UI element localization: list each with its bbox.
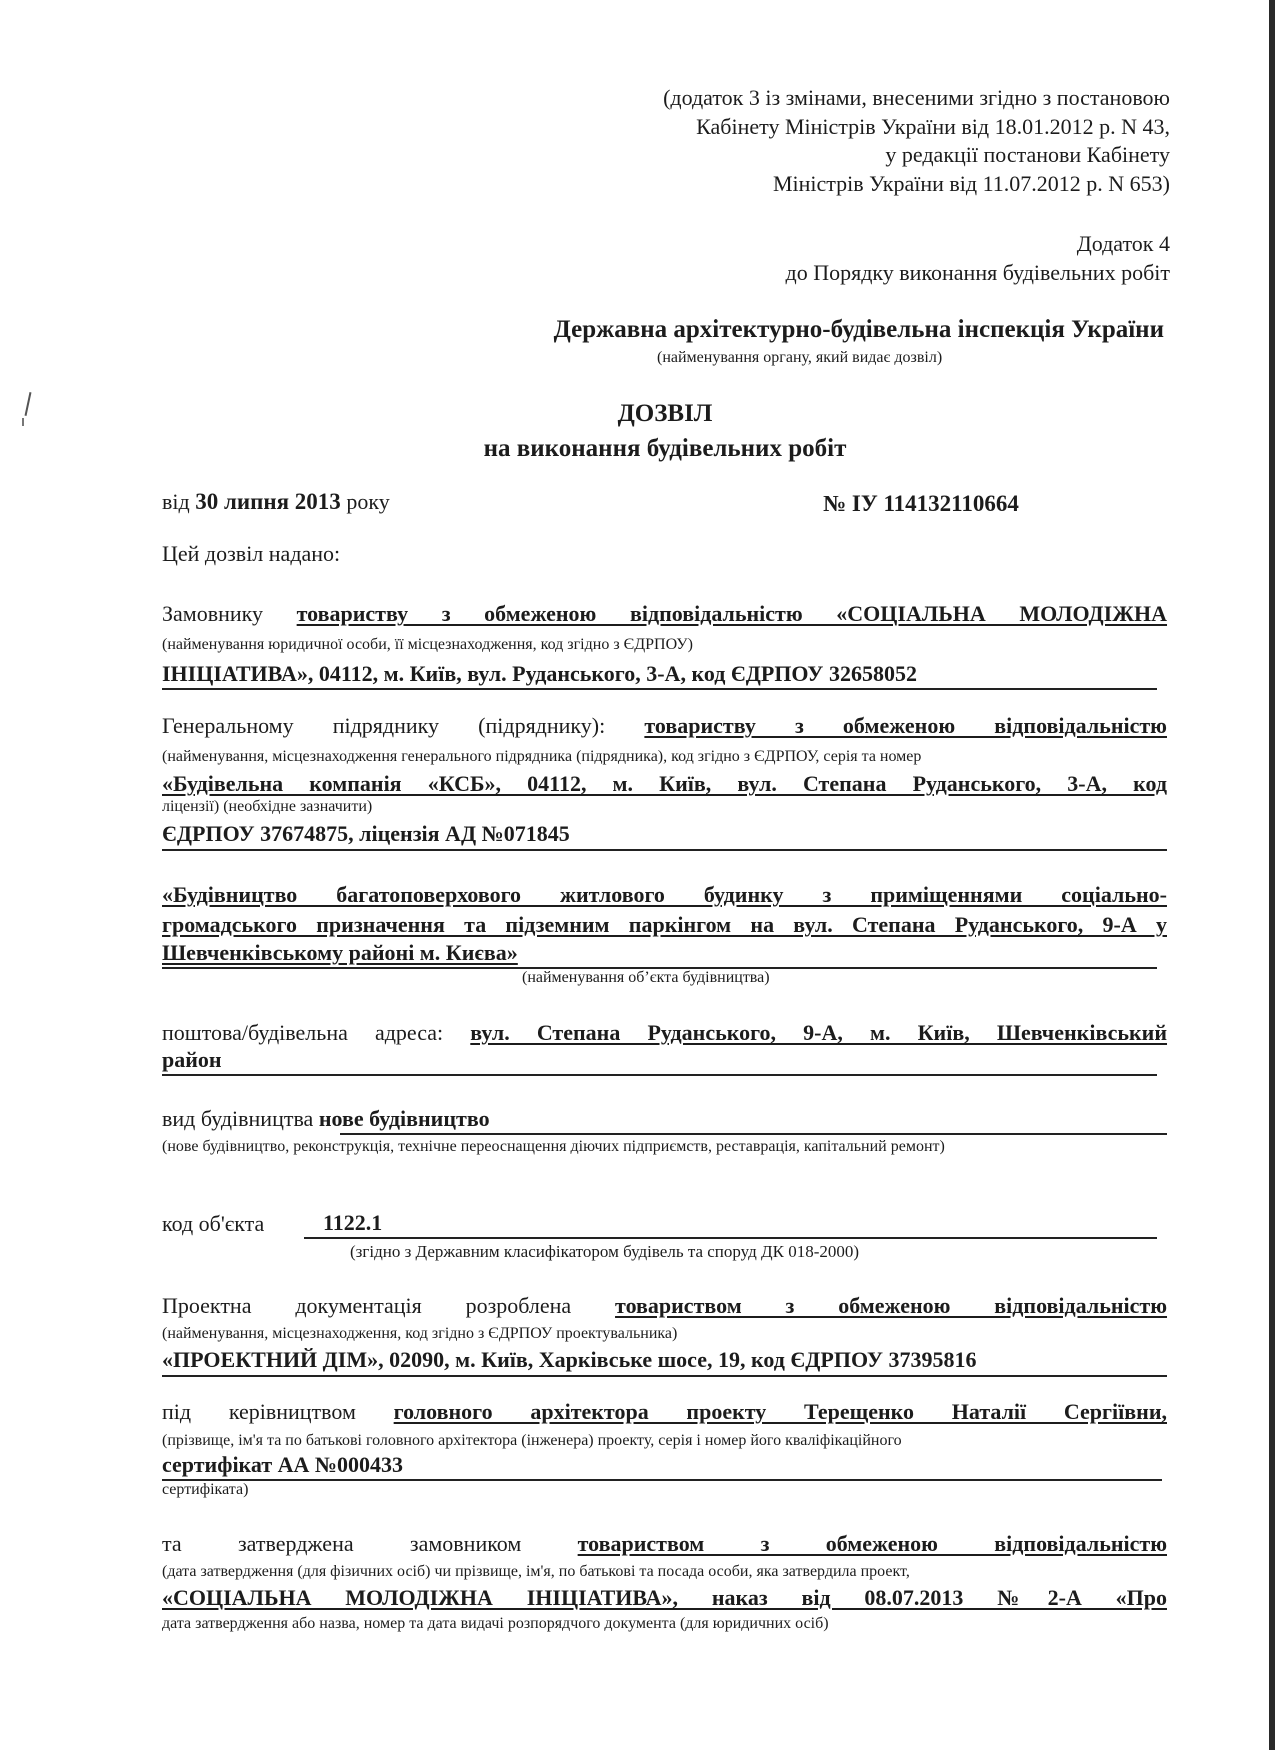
approval-caption-document: дата затвердження або назва, номер та дата видачі розпорядчого документа (для юридичних осіб) — [162, 1615, 829, 1632]
address-label: поштова/будівельна адреса: — [162, 1020, 444, 1045]
object-code-caption: (згідно з Державним класифікатором будівель та споруд ДК 018-2000) — [350, 1242, 860, 1261]
object-name: громадського призначення та підземним паркінгом на вул. Степана Руданського, 9-А у — [162, 912, 1167, 937]
underline — [340, 1133, 1167, 1135]
approval-value: товариством з обмеженою відповідальністю — [577, 1531, 1167, 1556]
underline — [162, 688, 1157, 690]
addendum-line: до Порядку виконання будівельних робіт — [785, 260, 1170, 285]
underline — [162, 849, 1167, 851]
design-line — [162, 1293, 1167, 1319]
supervision-line — [162, 1399, 1167, 1425]
date-prefix: від — [162, 489, 190, 514]
addendum-line: Додаток 4 — [1076, 231, 1170, 256]
address-value-continued: район — [162, 1047, 222, 1072]
document-title: ДОЗВІЛ — [617, 400, 713, 427]
issue-date — [162, 489, 390, 515]
header-note-line: (додаток 3 із змінами, внесеними згідно з постановою — [663, 85, 1170, 110]
issuer-name: Державна архітектурно-будівельна інспекція України — [553, 316, 1164, 343]
customer-label: Замовнику — [162, 601, 264, 626]
address-line — [162, 1020, 1167, 1046]
contractor-caption-license: ліцензії) (необхідне зазначити) — [162, 798, 373, 815]
header-note-line: Міністрів України від 11.07.2012 р. N 653) — [772, 170, 1170, 196]
permit-number: № ІУ 114132110664 — [823, 491, 1019, 516]
approval-value-continued: «СОЦІАЛЬНА МОЛОДІЖНА ІНІЦІАТИВА», наказ від 08.07.2013 №2-А «Про — [162, 1585, 1167, 1610]
construction-type-value: нове будівництво — [318, 1106, 490, 1131]
supervision-certificate: сертифікат АА №000433 — [162, 1452, 404, 1477]
object-name: Шевченківському районі м. Києва» — [162, 940, 518, 965]
scan-edge — [1269, 0, 1275, 1750]
customer-value: товариству з обмеженою відповідальністю «СОЦІАЛЬНА МОЛОДІЖНА — [296, 601, 1168, 626]
contractor-license: ЄДРПОУ 37674875, ліцензія АД №071845 — [162, 821, 570, 846]
customer-caption: (найменування юридичної особи, її місцезнаходження, код згідно з ЄДРПОУ) — [162, 636, 693, 653]
object-name: «Будівництво багатоповерхового житлового будинку з приміщеннями соціально- — [162, 882, 1167, 907]
document-subtitle: на виконання будівельних робіт — [483, 435, 847, 462]
contractor-value-continued: «Будівельна компанія «КСБ», 04112, м. Київ, вул. Степана Руданського, 3-А, код — [162, 771, 1167, 796]
customer-value-continued: ІНІЦІАТИВА», 04112, м. Київ, вул. Руданського, 3-А, код ЄДРПОУ 32658052 — [162, 661, 917, 686]
supervision-label: під керівництвом — [162, 1399, 356, 1424]
design-caption: (найменування, місцезнаходження, код згідно з ЄДРПОУ проектувальника) — [162, 1325, 678, 1342]
customer-line — [162, 601, 1167, 627]
issuer-caption: (найменування органу, який видає дозвіл) — [657, 349, 943, 366]
contractor-caption: (найменування, місцезнаходження генерального підрядника (підрядника), код згідно з ЄДРПОУ, серія та номер — [162, 748, 922, 765]
construction-type-label: вид будівництва — [162, 1106, 314, 1131]
construction-type-line — [162, 1106, 1167, 1132]
contractor-value: товариству з обмеженою відповідальністю — [644, 713, 1167, 738]
contractor-label: Генеральному підряднику (підряднику): — [162, 713, 606, 738]
approval-label: та затверджена замовником — [162, 1531, 522, 1556]
design-value-continued: «ПРОЕКТНИЙ ДІМ», 02090, м. Київ, Харківське шосе, 19, код ЄДРПОУ 37395816 — [162, 1347, 977, 1372]
date-value: 30 липня 2013 — [195, 489, 341, 514]
granted-label: Цей дозвіл надано: — [162, 541, 341, 566]
construction-type-caption: (нове будівництво, реконструкція, технічне переоснащення діючих підприємств, реставрація, капітальний ремонт) — [162, 1138, 945, 1155]
object-code-label: код об'єкта — [162, 1211, 265, 1236]
header-note — [663, 84, 1170, 198]
object-code-value: 1122.1 — [323, 1210, 383, 1235]
header-note-line: Кабінету Міністрів України від 18.01.2012 р. N 43, — [696, 113, 1170, 139]
approval-caption: (дата затвердження (для фізичних осіб) чи прізвище, ім'я, по батькові та посада особи, яка затвердила проект, — [162, 1563, 910, 1580]
design-label: Проектна документація розроблена — [162, 1293, 572, 1318]
underline — [162, 1375, 1167, 1377]
header-note-line: у редакції постанови Кабінету — [885, 142, 1170, 167]
design-value: товариством з обмеженою відповідальністю — [615, 1293, 1168, 1318]
approval-line — [162, 1531, 1167, 1557]
supervision-caption: (прізвище, ім'я та по батькові головного архітектора (інженера) проекту, серія і номер його кваліфікаційного — [162, 1432, 902, 1449]
date-suffix: року — [346, 489, 390, 514]
address-value: вул. Степана Руданського, 9-А, м. Київ, Шевченківський — [470, 1020, 1168, 1045]
supervision-caption-certificate: сертифіката) — [162, 1481, 249, 1498]
object-caption: (найменування об’єкта будівництва) — [522, 969, 770, 986]
addendum — [786, 229, 1170, 287]
supervision-value: головного архітектора проекту Терещенко Наталії Сергіївни, — [393, 1399, 1167, 1424]
underline — [162, 1074, 1157, 1076]
contractor-line — [162, 713, 1167, 739]
underline — [304, 1237, 1157, 1239]
